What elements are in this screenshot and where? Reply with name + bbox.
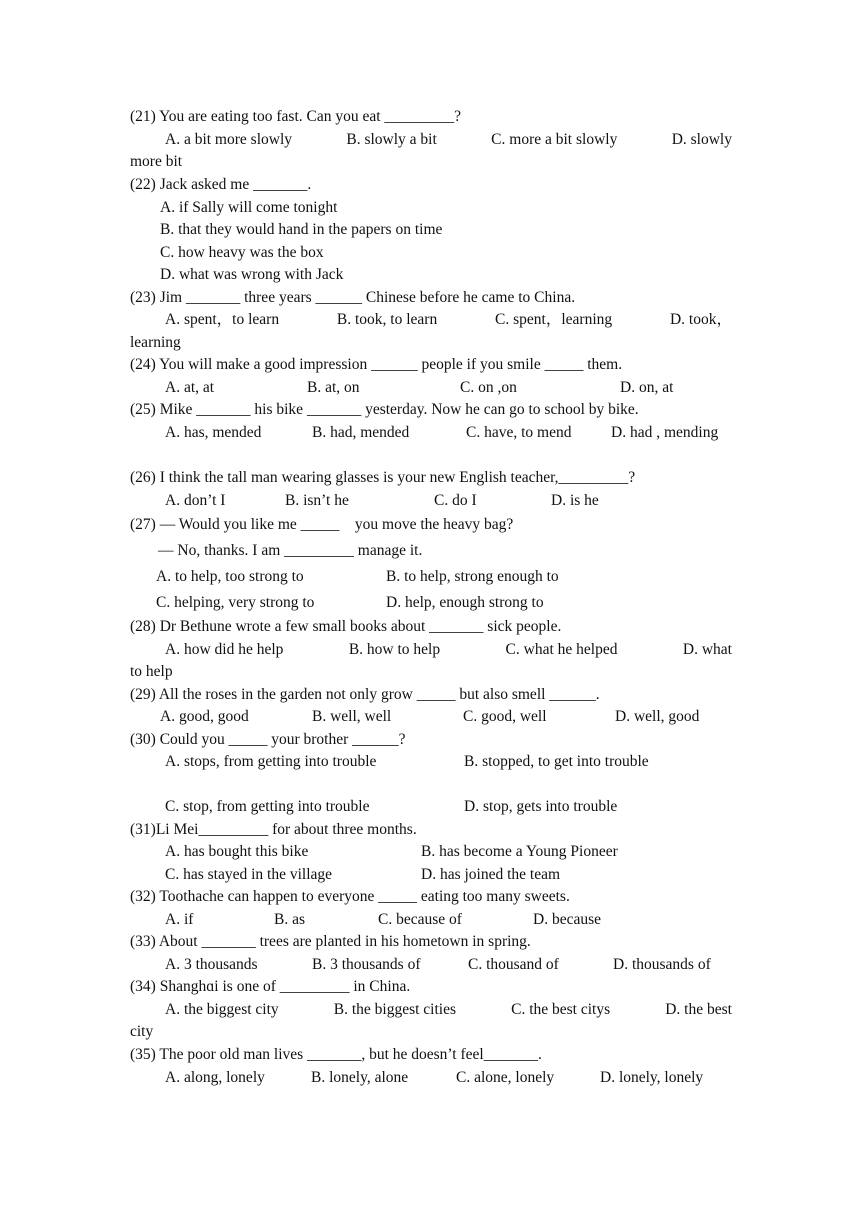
question-21-options <box>165 130 732 150</box>
option-a: A. good, good <box>160 708 249 725</box>
option-c: C. stop, from getting into trouble <box>165 798 370 815</box>
question-26-stem: (26) I think the tall man wearing glasses is your new English teacher,_________? <box>130 469 636 486</box>
question-27-stem-2: — No, thanks. I am _________ manage it. <box>158 542 423 559</box>
option-b: B. slowly a bit <box>346 131 437 148</box>
option-c: C. what he helped <box>505 641 618 658</box>
question-31-stem: (31)Li Mei_________ for about three months. <box>130 821 417 838</box>
option-a: A. if Sally will come tonight <box>160 199 338 216</box>
option-c: C. has stayed in the village <box>165 866 333 883</box>
option-c: C. helping, very strong to <box>156 594 315 611</box>
option-b: B. stopped, to get into trouble <box>464 753 649 770</box>
option-a: A. how did he help <box>165 641 284 658</box>
question-23-options <box>165 310 732 330</box>
option-c: C. alone, lonely <box>456 1069 555 1086</box>
option-a: A. 3 thousands <box>165 956 258 973</box>
option-b: B. how to help <box>348 641 441 658</box>
option-a: A. don’t I <box>165 492 226 509</box>
option-d: D. had , mending <box>611 424 719 441</box>
option-c: C. thousand of <box>468 956 559 973</box>
question-28-options <box>165 640 732 660</box>
option-b: B. to help, strong enough to <box>386 568 559 585</box>
question-21-stem: (21) You are eating too fast. Can you eat _________? <box>130 108 462 125</box>
option-b: B. isn’t he <box>285 492 349 509</box>
question-23-stem: (23) Jim _______ three years ______ Chinese before he came to China. <box>130 289 576 306</box>
option-b: B. had, mended <box>312 424 410 441</box>
option-a: A. a bit more slowly <box>165 131 292 148</box>
option-d: D. thousands of <box>613 956 711 973</box>
option-d: D. what was wrong with Jack <box>160 266 344 283</box>
question-34-wrap: city <box>130 1023 154 1040</box>
option-c: C. do I <box>434 492 477 509</box>
question-23-wrap: learning <box>130 334 181 351</box>
option-b: B. at, on <box>307 379 360 396</box>
option-c: C. good, well <box>463 708 547 725</box>
option-d: D. lonely, lonely <box>600 1069 704 1086</box>
option-b: B. well, well <box>312 708 392 725</box>
option-d: D. the best <box>665 1001 732 1018</box>
option-c: C. because of <box>378 911 462 928</box>
option-a: A. if <box>165 911 194 928</box>
option-d: D. has joined the team <box>421 866 561 883</box>
option-c: C. on ,on <box>460 379 517 396</box>
option-a: A. the biggest city <box>165 1001 279 1018</box>
option-d: D. is he <box>551 492 599 509</box>
question-27-stem: (27) — Would you like me _____ you move the heavy bag? <box>130 516 514 533</box>
option-c: C. more a bit slowly <box>491 131 618 148</box>
question-34-options <box>165 1000 732 1020</box>
option-a: A. to help, too strong to <box>156 568 304 585</box>
option-a: A. spent，to learn <box>165 311 280 328</box>
question-33-stem: (33) About _______ trees are planted in his hometown in spring. <box>130 933 531 950</box>
option-c: C. the best citys <box>511 1001 611 1018</box>
option-d: D. slowly <box>671 131 732 148</box>
option-c: C. how heavy was the box <box>160 244 324 261</box>
option-a: A. has, mended <box>165 424 262 441</box>
option-d: D. well, good <box>615 708 700 725</box>
option-b: B. that they would hand in the papers on time <box>160 221 443 238</box>
option-c: C. have, to mend <box>466 424 572 441</box>
option-a: A. at, at <box>165 379 215 396</box>
question-25-stem: (25) Mike _______ his bike _______ yesterday. Now he can go to school by bike. <box>130 401 639 418</box>
question-28-stem: (28) Dr Bethune wrote a few small books about _______ sick people. <box>130 618 562 635</box>
question-24-stem: (24) You will make a good impression ______ people if you smile _____ them. <box>130 356 623 373</box>
option-d: D. on, at <box>620 379 674 396</box>
option-a: A. has bought this bike <box>165 843 309 860</box>
question-34-stem: (34) Shanghɑi is one of _________ in China. <box>130 978 411 995</box>
option-b: B. has become a Young Pioneer <box>421 843 618 860</box>
option-a: A. along, lonely <box>165 1069 265 1086</box>
option-d: D. because <box>533 911 601 928</box>
option-d: D. what <box>682 641 732 658</box>
question-30-stem: (30) Could you _____ your brother ______? <box>130 731 406 748</box>
option-b: B. took, to learn <box>336 311 438 328</box>
question-32-stem: (32) Toothache can happen to everyone _____ eating too many sweets. <box>130 888 570 905</box>
option-d: D. took， <box>669 311 732 328</box>
option-c: C. spent，learning <box>495 311 613 328</box>
question-22-stem: (22) Jack asked me _______. <box>130 176 312 193</box>
question-28-wrap: to help <box>130 663 173 680</box>
option-b: B. the biggest cities <box>333 1001 457 1018</box>
question-29-stem: (29) All the roses in the garden not only grow _____ but also smell ______. <box>130 686 600 703</box>
option-b: B. as <box>274 911 305 928</box>
option-d: D. stop, gets into trouble <box>464 798 618 815</box>
option-b: B. 3 thousands of <box>312 956 421 973</box>
option-a: A. stops, from getting into trouble <box>165 753 377 770</box>
question-21-wrap: more bit <box>130 153 183 170</box>
question-35-stem: (35) The poor old man lives _______, but he doesn’t feel_______. <box>130 1046 542 1063</box>
option-d: D. help, enough strong to <box>386 594 544 611</box>
option-b: B. lonely, alone <box>311 1069 409 1086</box>
